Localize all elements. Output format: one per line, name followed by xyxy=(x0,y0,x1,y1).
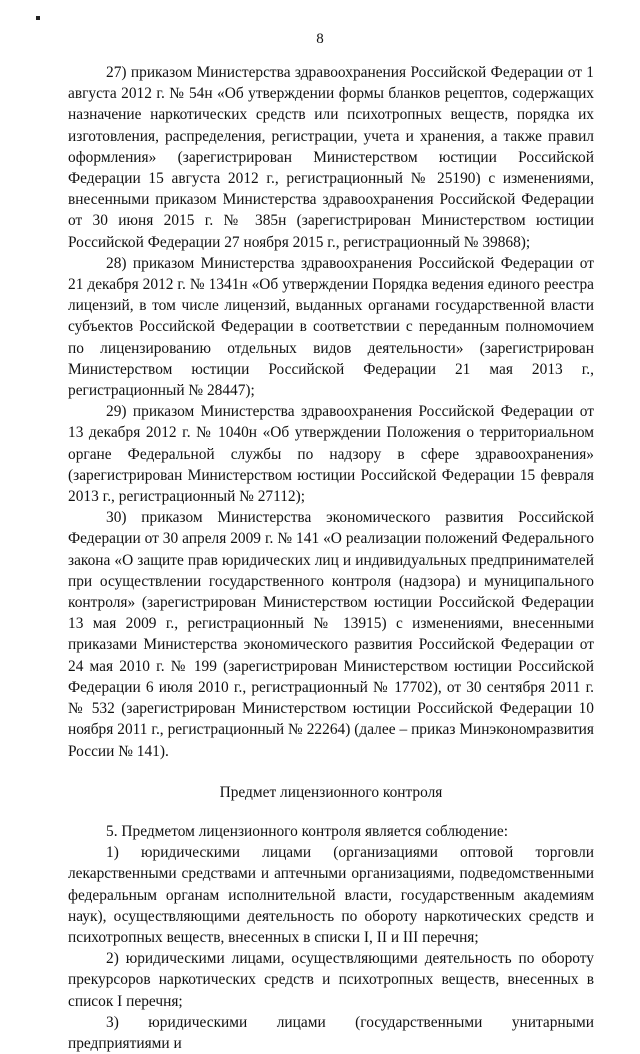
page-number: 8 xyxy=(316,31,324,47)
paragraph-item-30: 30) приказом Министерства экономического развития Российской Федерации от 30 апреля 2009 г. № 141 «О реализации положений Федерального закона «О защите прав юридических лиц и индивидуальных предпринимателей при осуществлении государственного контроля (надзора) и муниципального контроля» (зарегистрирован Министерством юстиции Российской Федерации 13 мая 2009 г., регистрационный № 13915) с изменениями, внесенными приказами Министерства экономического развития Российской Федерации от 24 мая 2010 г. № 199 (зарегистрирован Министерством юстиции Российской Федерации 6 июля 2010 г., регистрационный № 17702), от 30 сентября 2011 г. № 532 (зарегистрирован Министерством юстиции Российской Федерации 10 ноября 2011 г., регистрационный № 22264) (далее – приказ Минэкономразвития России № 141). xyxy=(68,509,594,760)
section-heading: Предмет лицензионного контроля xyxy=(219,783,443,801)
paragraph-subitem-2: 2) юридическими лицами, осуществляющими деятельность по обороту прекурсоров наркотических средств и психотропных веществ, внесенных в список I перечня; xyxy=(68,950,594,1010)
paragraph-item-27: 27) приказом Министерства здравоохранения Российской Федерации от 1 августа 2012 г. № 54н «Об утверждении формы бланков рецептов, содержащих назначение наркотических средств или психотропных веществ, порядка их изготовления, распределения, регистрации, учета и хранения, а также правил оформления» (зарегистрирован Министерством юстиции Российской Федерации 15 августа 2012 г., регистрационный № 25190) с изменениями, внесенными приказом Министерства здравоохранения Российской Федерации от 30 июня 2015 г. № 385н (зарегистрирован Министерством юстиции Российской Федерации 27 ноября 2015 г., регистрационный № 39868); xyxy=(68,64,594,251)
paragraph-item-28: 28) приказом Министерства здравоохранения Российской Федерации от 21 декабря 2012 г. № 1341н «Об утверждении Порядка ведения единого реестра лицензий, в том числе лицензий, выданных органами государственной власти субъектов Российской Федерации в соответствии с переданным полномочием по лицензированию отдельных видов деятельности» (зарегистрирован Министерством юстиции Российской Федерации 21 мая 2013 г., регистрационный № 28447); xyxy=(68,254,594,400)
paragraph-subitem-1: 1) юридическими лицами (организациями оптовой торговли лекарственными средствами и аптечными организациями, подведомственными федеральным органам исполнительной власти, государственным академиям наук), осуществляющими деятельность по обороту наркотических средств и психотропных веществ, внесенных в списки I, II и III перечня; xyxy=(68,844,594,946)
paragraph-item-29: 29) приказом Министерства здравоохранения Российской Федерации от 13 декабря 2012 г. № 1040н «Об утверждении Положения о территориальном органе Федеральной службы по надзору в сфере здравоохранения» (зарегистрирован Министерством юстиции Российской Федерации 15 февраля 2013 г., регистрационный № 27112); xyxy=(68,403,594,506)
paragraph-subitem-3: 3) юридическими лицами (государственными унитарными предприятиями и xyxy=(68,1013,594,1052)
document-body xyxy=(68,62,594,1054)
paragraph-clause-5: 5. Предметом лицензионного контроля является соблюдение: xyxy=(106,822,508,840)
corner-mark xyxy=(36,16,40,20)
